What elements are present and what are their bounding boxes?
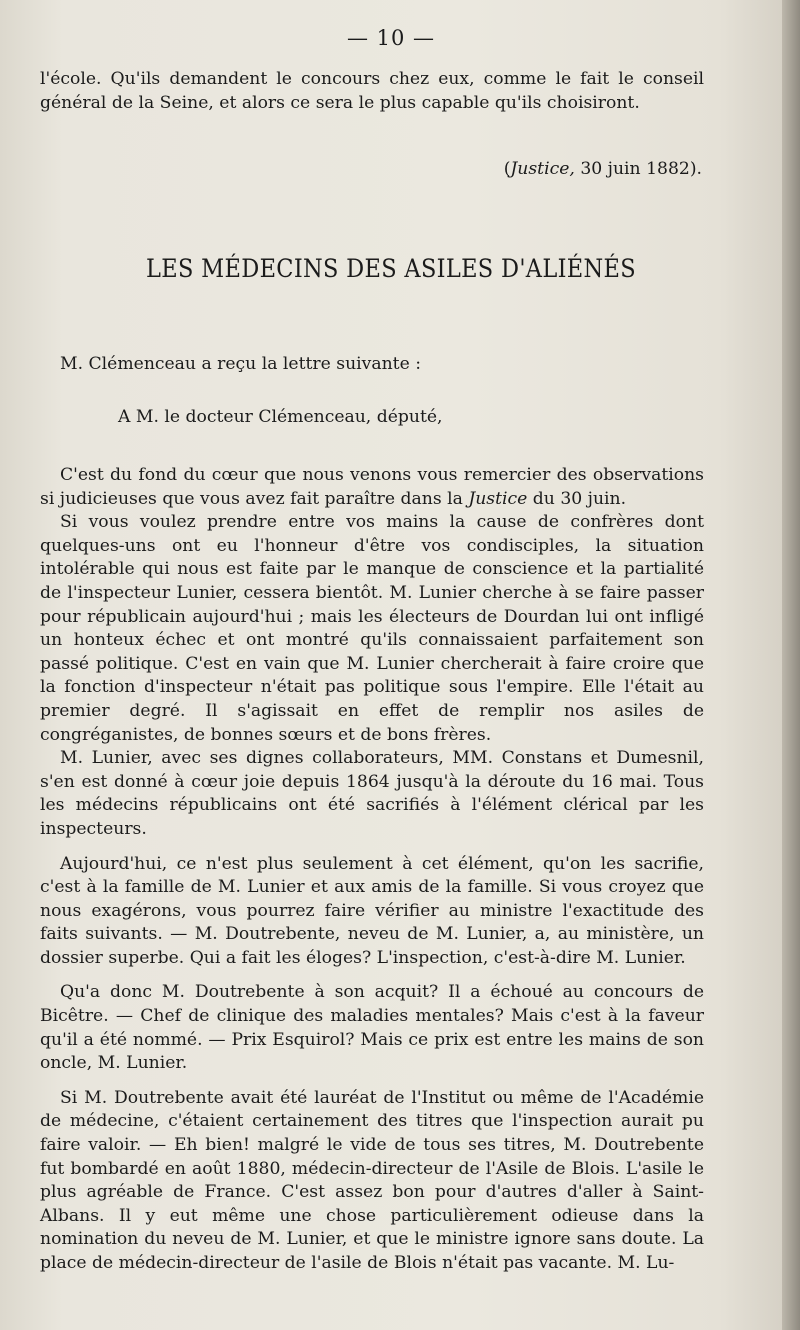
source-journal: Justice, [510, 159, 575, 179]
letter-body [40, 464, 704, 1276]
page-number: — 10 — [346, 26, 436, 50]
source-date: 30 juin 1882). [574, 159, 702, 179]
intro-line: M. Clémenceau a reçu la lettre suivante : [60, 354, 422, 374]
paragraph-6: Si M. Doutrebente avait été lauréat de l'Institut ou même de l'Académie de médecine, c'étaient certainement des titres que l'inspection aurait pu faire valoir. — Eh bien! malgré le vide de tous ses titres, M. Doutrebente fut bombardé en août 1880, médecin-directeur de l'Asile de Blois. L'asile le plus agréable de France. C'est assez bon pour d'autres d'aller à Saint-Albans. Il y eut même une chose particulièrement odieuse dans la nomination du neveu de M. Lunier, et que le ministre ignore sans doute. La place de médecin-directeur de l'asile de Blois n'était pas vacante. M. Lu- [40, 1087, 704, 1273]
paragraph-5: Qu'a donc M. Doutrebente à son acquit? Il a échoué au concours de Bicêtre. — Chef de clinique des maladies mentales? Mais c'est à la faveur qu'il a été nommé. — Prix Esquirol? Mais ce prix est entre les mains de son oncle, M. Lunier. [40, 982, 704, 1074]
paragraph-3: M. Lunier, avec ses dignes collaborateurs, MM. Constans et Dumesnil, s'en est donné à cœur joie depuis 1864 jusqu'à la déroute du 16 mai. Tous les médecins républicains ont été sacrifiés à l'élément clérical par les inspecteurs. [40, 748, 704, 839]
paragraph-1-text-b: du 30 juin. [527, 488, 627, 509]
paragraph-4: Aujourd'hui, ce n'est plus seulement à cet élément, qu'on les sacrifie, c'est à la famille de M. Lunier et aux amis de la famille. Si vous croyez que nous exagérons, vous pourrez faire vérifier au ministre l'exactitude des faits suivants. — M. Doutrebente, neveu de M. Lunier, a, au ministère, un dossier superbe. Qui a fait les éloges? L'inspection, c'est-à-dire M. Lunier. [40, 853, 704, 968]
paragraph-2: Si vous voulez prendre entre vos mains la cause de confrères dont quelques-uns ont eu l'honneur d'être vos condisciples, la situation intolérable qui nous est faite par le manque de conscience et la partialité de l'inspecteur Lunier, cessera bientôt. M. Lunier cherche à se faire passer pour républicain aujourd'hui ; mais les électeurs de Dourdan lui ont infligé un honteux échec et ont montré qu'ils connaissaient parfaitement son passé politique. C'est en vain que M. Lunier chercherait à faire croire que la fonction d'inspecteur n'était pas politique sous l'empire. Elle l'était au premier degré. Il s'agissait en effet de remplir nos asiles de congréganistes, de bonnes sœurs et de bons frères. [40, 512, 704, 745]
paragraph-1 [40, 464, 704, 511]
continuation-paragraph [40, 68, 704, 115]
letter-salutation: A M. le docteur Clémenceau, député, [118, 407, 443, 427]
source-open-paren: ( [503, 159, 511, 179]
continuation-text: l'école. Qu'ils demandent le concours chez eux, comme le fait le conseil général de la Seine, et alors ce sera le plus capable qu'ils choisiront. [40, 69, 704, 113]
article-title: LES MÉDECINS DES ASILES D'ALIÉNÉS [146, 254, 636, 284]
source-citation [504, 157, 702, 181]
page-edge-shadow [782, 0, 800, 1330]
paragraph-1-text-a: C'est du fond du cœur que nous venons vous remercier des observations si judicieuses que vous avez fait paraître dans la [40, 465, 704, 509]
paragraph-1-journal: Justice [468, 488, 528, 509]
